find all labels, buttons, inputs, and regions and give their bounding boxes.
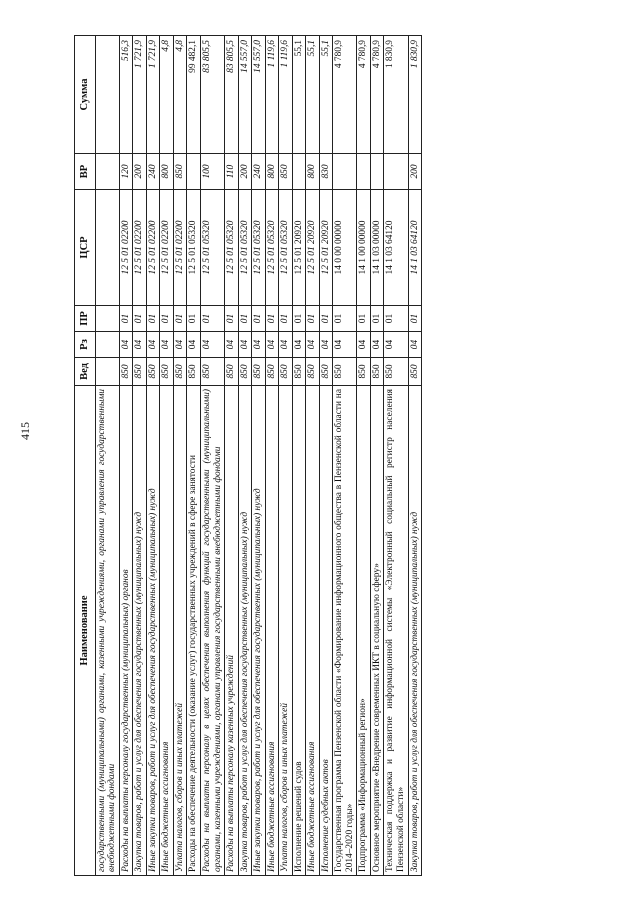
cell-pr: 01 — [265, 306, 279, 332]
cell-pr: 01 — [119, 306, 133, 332]
cell-csr: 12 5 01 20920 — [306, 190, 320, 306]
cell-sum: 1 830,9 — [408, 36, 422, 154]
cell-csr: 12 5 01 20920 — [292, 190, 306, 306]
cell-csr: 12 5 01 05320 — [265, 190, 279, 306]
table-row — [146, 36, 160, 876]
cell-sum: 99 482,1 — [187, 36, 201, 154]
table-row — [252, 36, 266, 876]
cell-csr: 14 0 00 00000 — [333, 190, 357, 306]
cell-vr: 830 — [319, 154, 333, 190]
header-name: Наименование — [75, 386, 96, 876]
cell-name: Иные закупки товаров, работ и услуг для обеспечения государственных (муниципальных) нужд — [252, 386, 266, 876]
cell-sum: 55,1 — [319, 36, 333, 154]
cell-ved: 850 — [306, 358, 320, 386]
cell-sum: 83 805,5 — [225, 36, 239, 154]
cell-rz: 04 — [119, 332, 133, 358]
cell-rz: 04 — [173, 332, 187, 358]
cell-sum: 4 780,9 — [370, 36, 384, 154]
cell-vr: 800 — [160, 154, 174, 190]
cell-ved: 850 — [133, 358, 147, 386]
cell-pr: 01 — [160, 306, 174, 332]
cell-sum: 1 830,9 — [384, 36, 408, 154]
cell-sum: 4 780,9 — [333, 36, 357, 154]
table-row — [201, 36, 225, 876]
cell-pr: 01 — [370, 306, 384, 332]
cell-name: Уплата налогов, сборов и иных платежей — [279, 386, 293, 876]
cell-csr: 12 5 01 05320 — [187, 190, 201, 306]
cell-name: Государственная программа Пензенской области «Формирование информационного общества в Пензенской области на 2014–2020 годы» — [333, 386, 357, 876]
cell-sum: 14 557,0 — [252, 36, 266, 154]
cell-pr: 01 — [225, 306, 239, 332]
cell-name: Основное мероприятие «Внедрение современных ИКТ в социальную сферу» — [370, 386, 384, 876]
cell-csr: 12 5 01 02200 — [119, 190, 133, 306]
cell-vr — [357, 154, 371, 190]
cell-ved: 850 — [370, 358, 384, 386]
header-vr: ВР — [75, 154, 96, 190]
cell-vr — [333, 154, 357, 190]
cell-rz: 04 — [238, 332, 252, 358]
cell-csr: 14 1 03 00000 — [370, 190, 384, 306]
cell-csr: 14 1 00 00000 — [357, 190, 371, 306]
cell-name: государственными (муниципальными) органами, казенными учреждениями, органами управления государственными внебюджетными фондами — [95, 386, 119, 876]
cell-ved: 850 — [225, 358, 239, 386]
cell-ved: 850 — [146, 358, 160, 386]
cell-csr: 12 5 01 05320 — [201, 190, 225, 306]
header-pr: ПР — [75, 306, 96, 332]
cell-vr — [384, 154, 408, 190]
cell-pr — [95, 306, 119, 332]
cell-name: Закупка товаров, работ и услуг для обеспечения государственных (муниципальных) нужд — [133, 386, 147, 876]
cell-ved: 850 — [252, 358, 266, 386]
cell-rz: 04 — [201, 332, 225, 358]
cell-sum: 1 119,6 — [279, 36, 293, 154]
cell-csr: 14 1 03 64120 — [408, 190, 422, 306]
cell-sum: 1 119,6 — [265, 36, 279, 154]
cell-name: Исполнение судебных актов — [319, 386, 333, 876]
cell-ved: 850 — [265, 358, 279, 386]
table-row — [279, 36, 293, 876]
table-row — [319, 36, 333, 876]
cell-name: Техническая поддержка и развитие информационной системы «Электронный социальный регистр населения Пензенской области» — [384, 386, 408, 876]
cell-name: Подпрограмма «Информационный регион» — [357, 386, 371, 876]
cell-csr: 12 5 01 20920 — [319, 190, 333, 306]
cell-vr: 240 — [146, 154, 160, 190]
table-row — [119, 36, 133, 876]
cell-rz: 04 — [333, 332, 357, 358]
table-row — [238, 36, 252, 876]
table-row — [225, 36, 239, 876]
table-row — [95, 36, 119, 876]
cell-rz: 04 — [357, 332, 371, 358]
cell-ved — [95, 358, 119, 386]
cell-sum: 4,8 — [173, 36, 187, 154]
cell-vr: 200 — [408, 154, 422, 190]
cell-rz: 04 — [408, 332, 422, 358]
header-csr: ЦСР — [75, 190, 96, 306]
table-row — [306, 36, 320, 876]
cell-rz — [95, 332, 119, 358]
cell-rz: 04 — [225, 332, 239, 358]
table-row — [333, 36, 357, 876]
cell-rz: 04 — [384, 332, 408, 358]
cell-pr: 01 — [238, 306, 252, 332]
header-sum: Сумма — [75, 36, 96, 154]
cell-pr: 01 — [146, 306, 160, 332]
cell-pr: 01 — [201, 306, 225, 332]
cell-ved: 850 — [357, 358, 371, 386]
cell-name: Закупка товаров, работ и услуг для обеспечения государственных (муниципальных) нужд — [408, 386, 422, 876]
cell-ved: 850 — [333, 358, 357, 386]
table-row — [173, 36, 187, 876]
cell-pr: 01 — [408, 306, 422, 332]
cell-ved: 850 — [187, 358, 201, 386]
cell-pr: 01 — [252, 306, 266, 332]
cell-rz: 04 — [292, 332, 306, 358]
cell-csr: 14 1 03 64120 — [384, 190, 408, 306]
table-row — [265, 36, 279, 876]
cell-name: Расходы на обеспечение деятельности (оказание услуг) государственных учреждений в сфере занятости — [187, 386, 201, 876]
table-row — [160, 36, 174, 876]
cell-name: Иные закупки товаров, работ и услуг для обеспечения государственных (муниципальных) нужд — [146, 386, 160, 876]
cell-csr: 12 5 01 05320 — [279, 190, 293, 306]
cell-vr: 200 — [133, 154, 147, 190]
cell-name: Иные бюджетные ассигнования — [265, 386, 279, 876]
cell-rz: 04 — [370, 332, 384, 358]
cell-vr: 100 — [201, 154, 225, 190]
table-row — [133, 36, 147, 876]
cell-vr — [95, 154, 119, 190]
cell-sum: 14 557,0 — [238, 36, 252, 154]
cell-name: Иные бюджетные ассигнования — [306, 386, 320, 876]
cell-rz: 04 — [187, 332, 201, 358]
cell-pr: 01 — [306, 306, 320, 332]
table-row — [408, 36, 422, 876]
cell-vr — [370, 154, 384, 190]
cell-ved: 850 — [173, 358, 187, 386]
cell-rz: 04 — [160, 332, 174, 358]
header-ved: Вед — [75, 358, 96, 386]
cell-sum: 55,1 — [292, 36, 306, 154]
cell-ved: 850 — [292, 358, 306, 386]
cell-ved: 850 — [160, 358, 174, 386]
cell-name: Иные бюджетные ассигнования — [160, 386, 174, 876]
cell-pr: 01 — [384, 306, 408, 332]
cell-sum: 4 780,9 — [357, 36, 371, 154]
cell-name: Уплата налогов, сборов и иных платежей — [173, 386, 187, 876]
rotated-table-container — [74, 36, 422, 876]
cell-name: Закупка товаров, работ и услуг для обеспечения государственных (муниципальных) нужд — [238, 386, 252, 876]
cell-name: Расходы на выплаты персоналу государственных (муниципальных) органов — [119, 386, 133, 876]
cell-vr: 110 — [225, 154, 239, 190]
cell-ved: 850 — [238, 358, 252, 386]
cell-sum: 1 721,9 — [146, 36, 160, 154]
cell-pr: 01 — [187, 306, 201, 332]
table-header-row — [75, 36, 96, 876]
cell-ved: 850 — [319, 358, 333, 386]
cell-sum: 83 805,5 — [201, 36, 225, 154]
page-number: 415 — [18, 422, 32, 440]
cell-ved: 850 — [408, 358, 422, 386]
cell-rz: 04 — [319, 332, 333, 358]
cell-vr: 240 — [252, 154, 266, 190]
cell-name: Расходы на выплаты персоналу в целях обеспечения выполнения функций государственными (муниципальными) органами, казенными учреждениями, органами управления государственными внебюджетными фондами — [201, 386, 225, 876]
cell-csr: 12 5 01 02200 — [146, 190, 160, 306]
cell-vr: 850 — [279, 154, 293, 190]
cell-sum: 55,1 — [306, 36, 320, 154]
cell-pr: 01 — [333, 306, 357, 332]
budget-table — [74, 35, 422, 876]
cell-ved: 850 — [384, 358, 408, 386]
cell-vr: 200 — [238, 154, 252, 190]
cell-ved: 850 — [119, 358, 133, 386]
cell-sum: 4,8 — [160, 36, 174, 154]
cell-csr: 12 5 01 05320 — [238, 190, 252, 306]
cell-rz: 04 — [252, 332, 266, 358]
cell-csr: 12 5 01 02200 — [173, 190, 187, 306]
cell-pr: 01 — [173, 306, 187, 332]
cell-sum: 1 721,9 — [133, 36, 147, 154]
cell-pr: 01 — [292, 306, 306, 332]
cell-vr: 120 — [119, 154, 133, 190]
cell-ved: 850 — [201, 358, 225, 386]
cell-rz: 04 — [279, 332, 293, 358]
cell-vr — [292, 154, 306, 190]
table-row — [292, 36, 306, 876]
cell-vr: 800 — [306, 154, 320, 190]
cell-rz: 04 — [146, 332, 160, 358]
cell-csr: 12 5 01 05320 — [252, 190, 266, 306]
cell-csr — [95, 190, 119, 306]
cell-csr: 12 5 01 02200 — [133, 190, 147, 306]
cell-name: Исполнение решений судов — [292, 386, 306, 876]
cell-name: Расходы на выплаты персоналу казенных учреждений — [225, 386, 239, 876]
table-row — [384, 36, 408, 876]
table-body — [95, 36, 421, 876]
table-row — [357, 36, 371, 876]
cell-pr: 01 — [319, 306, 333, 332]
cell-rz: 04 — [133, 332, 147, 358]
cell-rz: 04 — [265, 332, 279, 358]
cell-pr: 01 — [357, 306, 371, 332]
cell-ved: 850 — [279, 358, 293, 386]
cell-csr: 12 5 01 05320 — [225, 190, 239, 306]
cell-pr: 01 — [279, 306, 293, 332]
cell-vr: 850 — [173, 154, 187, 190]
cell-pr: 01 — [133, 306, 147, 332]
header-rz: Рз — [75, 332, 96, 358]
cell-sum: 516,3 — [119, 36, 133, 154]
table-row — [187, 36, 201, 876]
cell-vr: 800 — [265, 154, 279, 190]
cell-csr: 12 5 01 02200 — [160, 190, 174, 306]
cell-vr — [187, 154, 201, 190]
table-row — [370, 36, 384, 876]
cell-sum — [95, 36, 119, 154]
cell-rz: 04 — [306, 332, 320, 358]
